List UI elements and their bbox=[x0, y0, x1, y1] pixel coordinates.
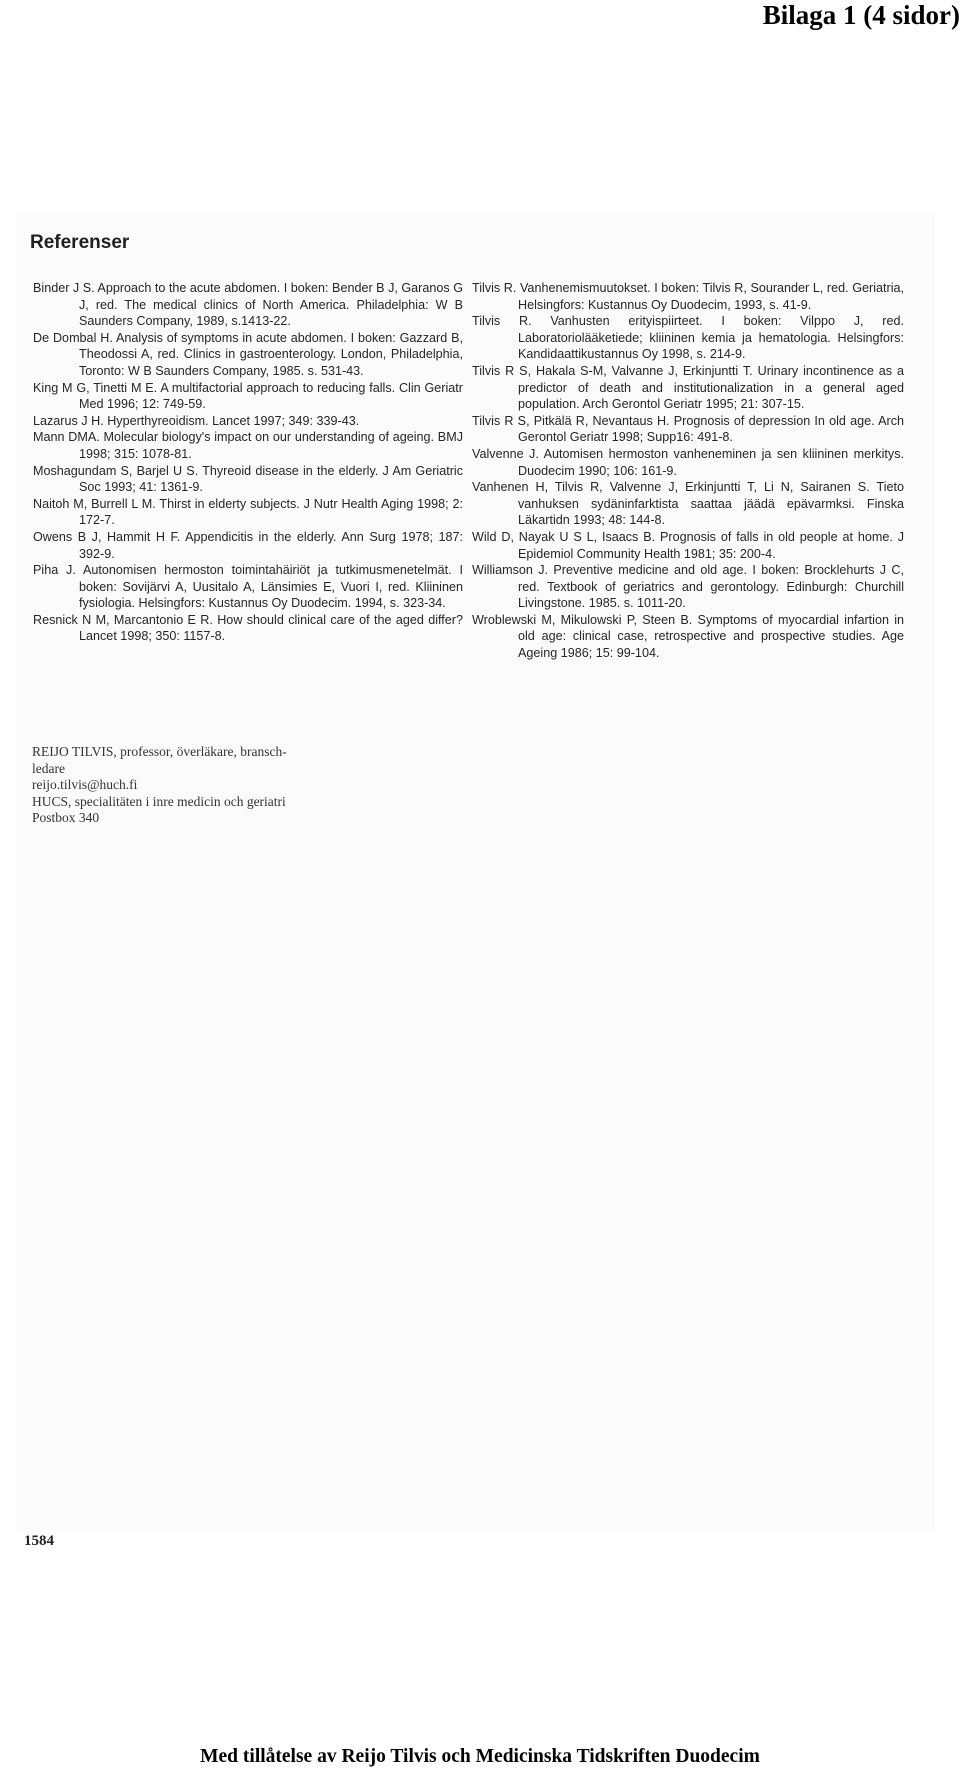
reference-item: Vanhenen H, Tilvis R, Valvenne J, Erkinjuntti T, Li N, Sairanen S. Tieto vanhuksen sydäninfarktista saattaa jäädä epävarmksi. Finska Läkartidn 1993; 48: 144-8. bbox=[472, 480, 904, 528]
reference-item: Resnick N M, Marcantonio E R. How should clinical care of the aged differ? Lancet 1998; 350: 1157-8. bbox=[33, 612, 463, 644]
reference-item: Naitoh M, Burrell L M. Thirst in elderty subjects. J Nutr Health Aging 1998; 2: 172-7. bbox=[33, 496, 463, 528]
author-info bbox=[32, 744, 362, 827]
reference-item: Piha J. Autonomisen hermoston toimintahäiriöt ja tutkimusmenetelmät. I boken: Sovijärvi A, Uusitalo A, Länsimies E, Vuori I, red. Kliininen fysiologia. Helsingfors: Kustannus Oy Duodecim. 1994, s. 323-34. bbox=[33, 563, 463, 611]
reference-item: Moshagundam S, Barjel U S. Thyreoid disease in the elderly. J Am Geriatric Soc 1993; 41: 1361-9. bbox=[33, 463, 463, 495]
reference-item: King M G, Tinetti M E. A multifactorial approach to reducing falls. Clin Geriatr Med 1996; 12: 749-59. bbox=[33, 380, 463, 412]
page-number: 1584 bbox=[24, 1533, 54, 1549]
reference-item: Lazarus J H. Hyperthyreoidism. Lancet 1997; 349: 339-43. bbox=[33, 413, 360, 428]
appendix-label: Bilaga 1 (4 sidor) bbox=[762, 0, 960, 30]
footer-permission: Med tillåtelse av Reijo Tilvis och Medicinska Tidskriften Duodecim bbox=[200, 1746, 760, 1767]
author-title-continued: ledare bbox=[32, 760, 65, 776]
references-left-column bbox=[33, 280, 463, 645]
reference-item: Owens B J, Hammit H F. Appendicitis in the elderly. Ann Surg 1978; 187: 392-9. bbox=[33, 529, 463, 561]
reference-item: Binder J S. Approach to the acute abdomen. I boken: Bender B J, Garanos G J, red. The medical clinics of North America. Philadelphia: W B Saunders Company, 1989, s.1413-22. bbox=[33, 281, 463, 329]
reference-item: Wild D, Nayak U S L, Isaacs B. Prognosis of falls in old people at home. J Epidemiol Community Health 1981; 35: 200-4. bbox=[472, 529, 904, 561]
reference-item: Tilvis R S, Hakala S-M, Valvanne J, Erkinjuntti T. Urinary incontinence as a predictor of death and institutionalization in a general aged population. Arch Gerontol Geriatr 1995; 21: 307-15. bbox=[472, 363, 904, 412]
reference-item: Valvenne J. Automisen hermoston vanheneminen ja sen kliininen merkitys. Duodecim 1990; 106: 161-9. bbox=[472, 446, 904, 478]
author-affiliation: HUCS, specialitäten i inre medicin och geriatri bbox=[32, 793, 286, 809]
reference-item: Tilvis R S, Pitkälä R, Nevantaus H. Prognosis of depression In old age. Arch Gerontol Geriatr 1998; Supp16: 491-8. bbox=[472, 413, 904, 445]
reference-item: Tilvis R. Vanhusten erityispiirteet. I boken: Vilppo J, red. Laboratoriolääketiede; kliininen kemia ja hematologia. Helsingfors: Kandidaattikustannus Oy 1998, s. 214-9. bbox=[472, 314, 904, 362]
author-email: reijo.tilvis@huch.fi bbox=[32, 777, 138, 792]
reference-item: Williamson J. Preventive medicine and old age. I boken: Brocklehurts J C, red. Textbook of geriatrics and gerontology. Edinburgh: Churchill Livingstone. 1985. s. 1011-20. bbox=[472, 563, 904, 611]
references-right-column bbox=[472, 280, 904, 662]
reference-item: Mann DMA. Molecular biology's impact on our understanding of ageing. BMJ 1998; 315: 1078-81. bbox=[33, 430, 463, 461]
author-address: Postbox 340 bbox=[32, 810, 100, 825]
author-name-title: REIJO TILVIS, professor, överläkare, bransch- bbox=[32, 744, 287, 759]
reference-item: Wroblewski M, Mikulowski P, Steen B. Symptoms of myocardial infartion in old age: clinical case, retrospective and prospective studies. Age Ageing 1986; 15: 99-104. bbox=[472, 612, 904, 661]
section-title: Referenser bbox=[30, 232, 130, 253]
reference-item: De Dombal H. Analysis of symptoms in acute abdomen. I boken: Gazzard B, Theodossi A, red. Clinics in gastroenterology. London, Philadelphia, Toronto: W B Saunders Company, 1985. s. 531-43. bbox=[33, 330, 463, 378]
reference-item: Tilvis R. Vanhenemismuutokset. I boken: Tilvis R, Sourander L, red. Geriatria, Helsingfors: Kustannus Oy Duodecim, 1993, s. 41-9. bbox=[472, 281, 904, 312]
